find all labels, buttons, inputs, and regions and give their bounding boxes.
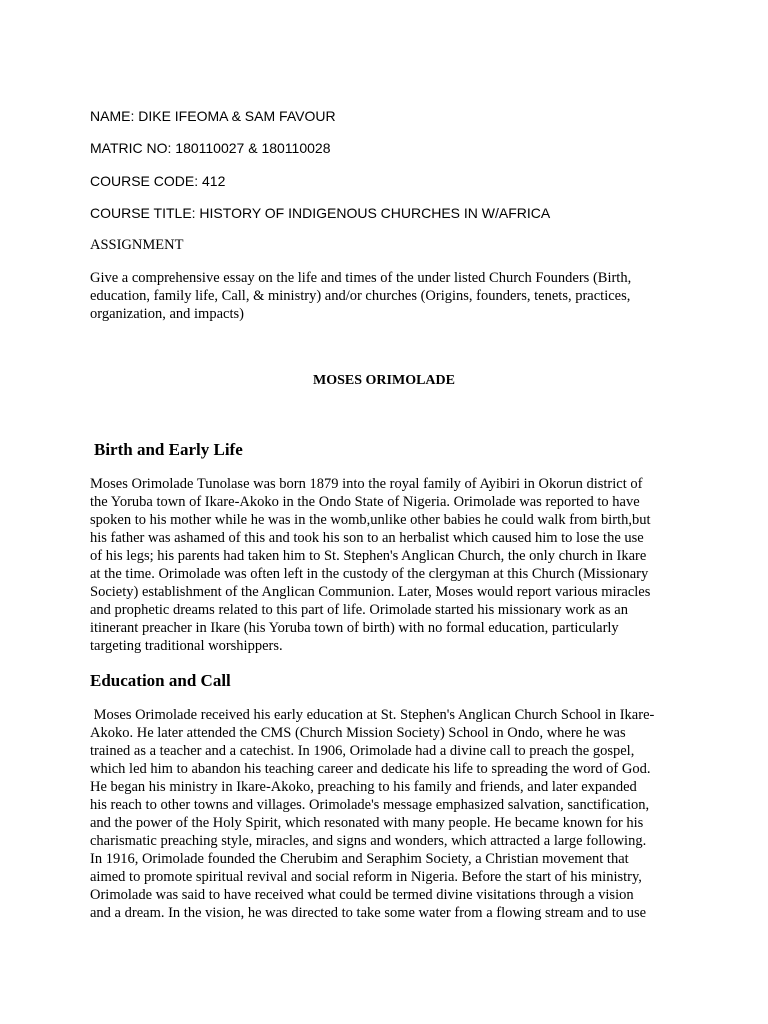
- paragraph-line: Moses Orimolade Tunolase was born 1879 into the royal family of Ayibiri in Okorun district of: [90, 476, 643, 492]
- section-body-education: [90, 706, 690, 922]
- paragraph-line: In 1916, Orimolade founded the Cherubim and Seraphim Society, a Christian movement that: [90, 851, 629, 867]
- paragraph-line: his reach to other towns and villages. Orimolade's message emphasized salvation, sanctification,: [90, 797, 650, 813]
- paragraph-line: the Yoruba town of Ikare-Akoko in the Ondo State of Nigeria. Orimolade was reported to have: [90, 494, 640, 510]
- paragraph-line: and a dream. In the vision, he was directed to take some water from a flowing stream and to use: [90, 905, 647, 921]
- section-body-birth: [90, 475, 690, 655]
- assignment-prompt: [90, 269, 690, 323]
- essay-title: MOSES ORIMOLADE: [313, 373, 455, 388]
- prompt-line: education, family life, Call, & ministry) and/or churches (Origins, founders, tenets, practices,: [90, 288, 631, 304]
- course-code: COURSE CODE: 412: [90, 173, 226, 189]
- paragraph-line: aimed to promote spiritual revival and social reform in Nigeria. Before the start of his ministry,: [90, 869, 642, 885]
- section-heading-birth: Birth and Early Life: [94, 440, 243, 459]
- student-names: NAME: DIKE IFEOMA & SAM FAVOUR: [90, 108, 336, 124]
- paragraph-line: trained as a teacher and a catechist. In 1906, Orimolade had a divine call to preach the gospel,: [90, 743, 635, 759]
- paragraph-line: his father was ashamed of this and took his son to an herbalist which caused him to lose the use: [90, 530, 644, 546]
- course-title: COURSE TITLE: HISTORY OF INDIGENOUS CHURCHES IN W/AFRICA: [90, 205, 551, 221]
- section-heading-education: Education and Call: [90, 671, 231, 690]
- paragraph-line: Akoko. He later attended the CMS (Church Mission Society) School in Ondo, where he was: [90, 725, 626, 741]
- prompt-line: organization, and impacts): [90, 306, 244, 322]
- paragraph-line: itinerant preacher in Ikare (his Yoruba town of birth) with no formal education, particularly: [90, 620, 619, 636]
- paragraph-line: at the time. Orimolade was often left in the custody of the clergyman at this Church (Missionary: [90, 566, 649, 582]
- paragraph-line: and the power of the Holy Spirit, which resonated with many people. He became known for his: [90, 815, 644, 831]
- paragraph-line: spoken to his mother while he was in the womb,unlike other babies he could walk from birth,but: [90, 512, 651, 528]
- paragraph-line: Society) establishment of the Anglican Communion. Later, Moses would report various miracles: [90, 584, 651, 600]
- paragraph-line: targeting traditional worshippers.: [90, 638, 283, 654]
- paragraph-line: Moses Orimolade received his early education at St. Stephen's Anglican Church School in Ikare-: [90, 707, 655, 723]
- paragraph-line: Orimolade was said to have received what could be termed divine visitations through a vision: [90, 887, 634, 903]
- paragraph-line: of his legs; his parents had taken him to St. Stephen's Anglican Church, the only church in Ikare: [90, 548, 647, 564]
- assignment-label: ASSIGNMENT: [90, 237, 184, 253]
- prompt-line: Give a comprehensive essay on the life and times of the under listed Church Founders (Birth,: [90, 270, 632, 286]
- paragraph-line: and prophetic dreams related to this part of life. Orimolade started his missionary work as an: [90, 602, 628, 618]
- paragraph-line: charismatic preaching style, miracles, and signs and wonders, which attracted a large following.: [90, 833, 647, 849]
- paragraph-line: which led him to abandon his teaching career and dedicate his life to spreading the word of God.: [90, 761, 651, 777]
- paragraph-line: He began his ministry in Ikare-Akoko, preaching to his family and friends, and later expanded: [90, 779, 637, 795]
- matric-number: MATRIC NO: 180110027 & 180110028: [90, 140, 331, 156]
